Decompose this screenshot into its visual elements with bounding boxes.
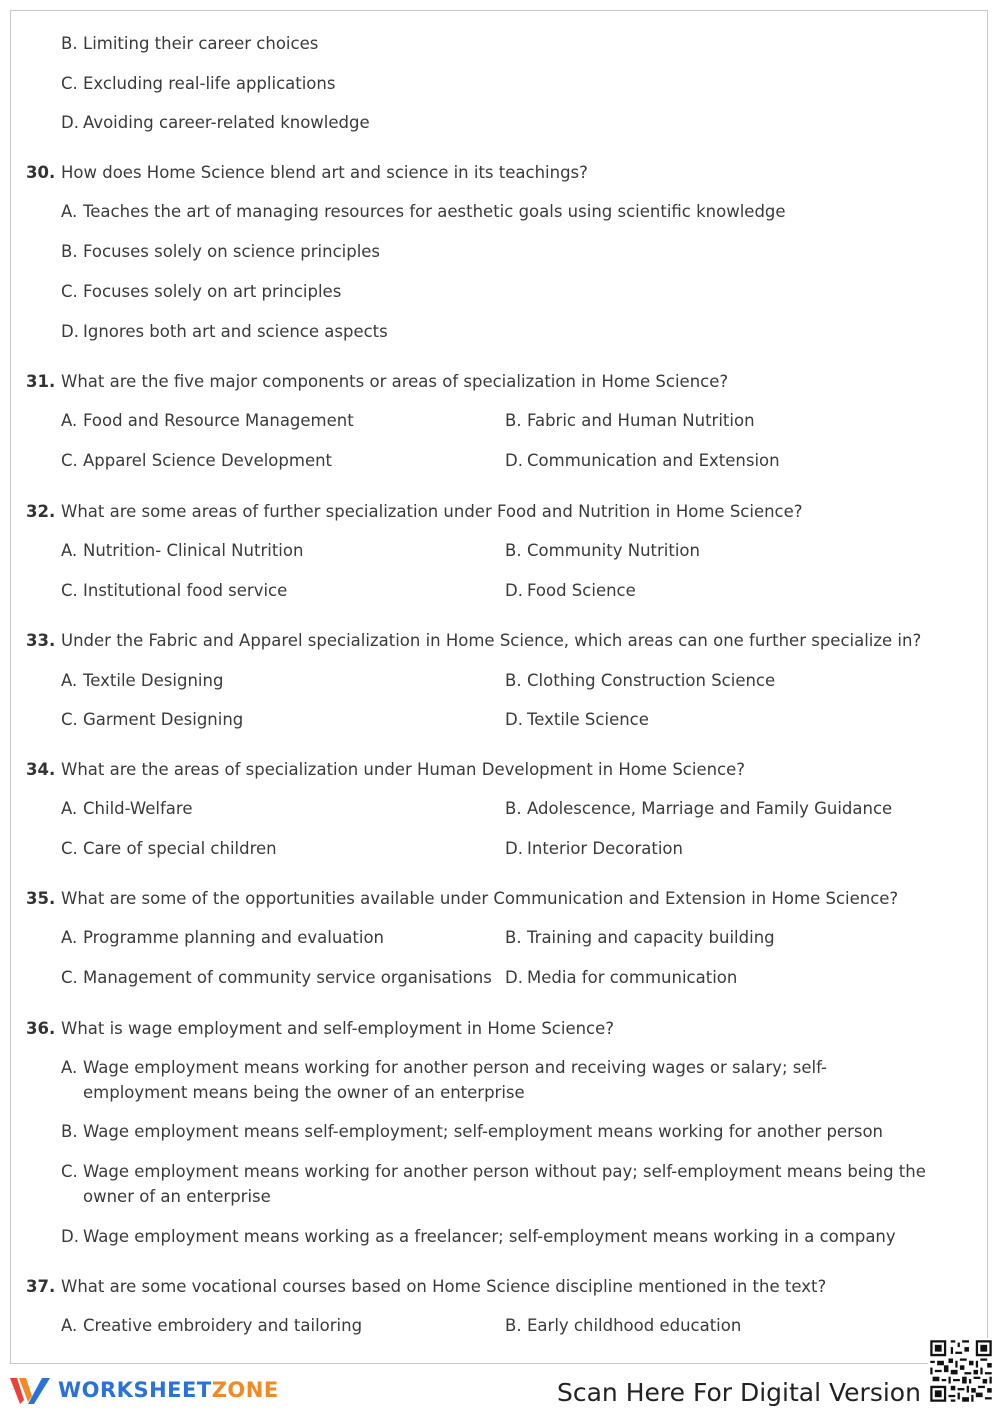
question-number: 32. <box>26 502 56 521</box>
option-36-c <box>61 1159 931 1209</box>
question-text: Under the Fabric and Apparel specialization in Home Science, which areas can one further specialize in? <box>61 631 922 650</box>
option-letter: B. <box>61 242 78 261</box>
option-letter: D. <box>61 322 79 341</box>
option-text: Ignores both art and science aspects <box>83 322 388 341</box>
option-text: Creative embroidery and tailoring <box>83 1316 363 1335</box>
option-letter: A. <box>61 411 78 430</box>
option-text: Wage employment means working for another person without pay; self-employment means being the owner of an enterprise <box>83 1162 926 1206</box>
option-letter: B. <box>505 541 522 560</box>
question-number: 34. <box>26 760 56 779</box>
option-text: Excluding real-life applications <box>83 74 336 93</box>
worksheet-page <box>10 10 988 1364</box>
question-text: How does Home Science blend art and science in its teachings? <box>61 163 588 182</box>
option-text: Management of community service organisations <box>83 968 492 987</box>
option-text: Clothing Construction Science <box>527 671 776 690</box>
option-text: Garment Designing <box>83 710 244 729</box>
option-text: Nutrition- Clinical Nutrition <box>83 541 304 560</box>
option-text: Fabric and Human Nutrition <box>527 411 755 430</box>
option-text: Wage employment means self-employment; self-employment means working for another person <box>83 1122 884 1141</box>
option-letter: C. <box>61 710 78 729</box>
qr-code-icon[interactable] <box>928 1338 994 1404</box>
question-number: 35. <box>26 889 56 908</box>
option-text: Food Science <box>527 581 636 600</box>
question-text: What are some vocational courses based on Home Science discipline mentioned in the text? <box>61 1277 827 1296</box>
logo-text-worksheet: WORKSHEET <box>58 1378 212 1402</box>
option-text: Child-Welfare <box>83 799 193 818</box>
option-letter: B. <box>505 928 522 947</box>
option-text: Wage employment means working for another person and receiving wages or salary; self-employment means being the owner of an enterprise <box>83 1058 827 1102</box>
question-text: What is wage employment and self-employment in Home Science? <box>61 1019 615 1038</box>
option-text: Wage employment means working as a freelancer; self-employment means working in a company <box>83 1227 896 1246</box>
option-letter: A. <box>61 928 78 947</box>
option-36-a <box>61 1055 931 1105</box>
option-letter: B. <box>505 411 522 430</box>
option-text: Teaches the art of managing resources for aesthetic goals using scientific knowledge <box>83 202 786 221</box>
option-letter: D. <box>505 710 523 729</box>
question-number: 31. <box>26 372 56 391</box>
option-text: Textile Designing <box>83 671 224 690</box>
option-text: Early childhood education <box>527 1316 742 1335</box>
option-letter: B. <box>505 1316 522 1335</box>
option-letter: C. <box>61 282 78 301</box>
option-text: Food and Resource Management <box>83 411 354 430</box>
logo-text-zone: ZONE <box>211 1378 279 1402</box>
option-text: Care of special children <box>83 839 277 858</box>
option-letter: B. <box>505 671 522 690</box>
question-number: 37. <box>26 1277 56 1296</box>
option-letter: D. <box>61 113 79 132</box>
option-letter: D. <box>505 451 523 470</box>
option-letter: A. <box>61 671 78 690</box>
option-text: Limiting their career choices <box>83 34 319 53</box>
question-text: What are some areas of further specialization under Food and Nutrition in Home Science? <box>61 502 803 521</box>
option-text: Focuses solely on art principles <box>83 282 342 301</box>
option-letter: C. <box>61 451 78 470</box>
option-text: Community Nutrition <box>527 541 700 560</box>
logo-text <box>58 1378 279 1402</box>
page-footer <box>0 1364 1000 1414</box>
option-letter: C. <box>61 581 78 600</box>
option-letter: A. <box>61 541 78 560</box>
question-number: 33. <box>26 631 56 650</box>
option-text: Training and capacity building <box>527 928 775 947</box>
option-letter: B. <box>61 1122 78 1141</box>
scan-here-text: Scan Here For Digital Version <box>557 1378 921 1407</box>
option-letter: D. <box>61 1227 79 1246</box>
option-letter: C. <box>61 968 78 987</box>
option-text: Media for communication <box>527 968 738 987</box>
option-text: Programme planning and evaluation <box>83 928 385 947</box>
option-text: Communication and Extension <box>527 451 780 470</box>
question-text: What are some of the opportunities available under Communication and Extension in Home Science? <box>61 889 899 908</box>
option-text: Avoiding career-related knowledge <box>83 113 370 132</box>
option-text: Apparel Science Development <box>83 451 333 470</box>
option-text: Adolescence, Marriage and Family Guidance <box>527 799 893 818</box>
option-letter: A. <box>61 202 78 221</box>
option-text: Interior Decoration <box>527 839 683 858</box>
question-text: What are the areas of specialization under Human Development in Home Science? <box>61 760 746 779</box>
option-letter: A. <box>61 1316 78 1335</box>
question-number: 36. <box>26 1019 56 1038</box>
option-letter: C. <box>61 74 78 93</box>
option-letter: D. <box>505 968 523 987</box>
logo-w-icon <box>10 1376 52 1406</box>
option-letter: C. <box>61 839 78 858</box>
option-text: Institutional food service <box>83 581 288 600</box>
option-letter: D. <box>505 839 523 858</box>
option-letter: B. <box>505 799 522 818</box>
option-text: Textile Science <box>527 710 649 729</box>
question-number: 30. <box>26 163 56 182</box>
option-letter: A. <box>61 799 78 818</box>
option-text: Focuses solely on science principles <box>83 242 381 261</box>
question-text: What are the five major components or areas of specialization in Home Science? <box>61 372 729 391</box>
option-letter: D. <box>505 581 523 600</box>
option-letter: A. <box>61 1058 78 1077</box>
option-letter: B. <box>61 34 78 53</box>
option-letter: C. <box>61 1162 78 1181</box>
